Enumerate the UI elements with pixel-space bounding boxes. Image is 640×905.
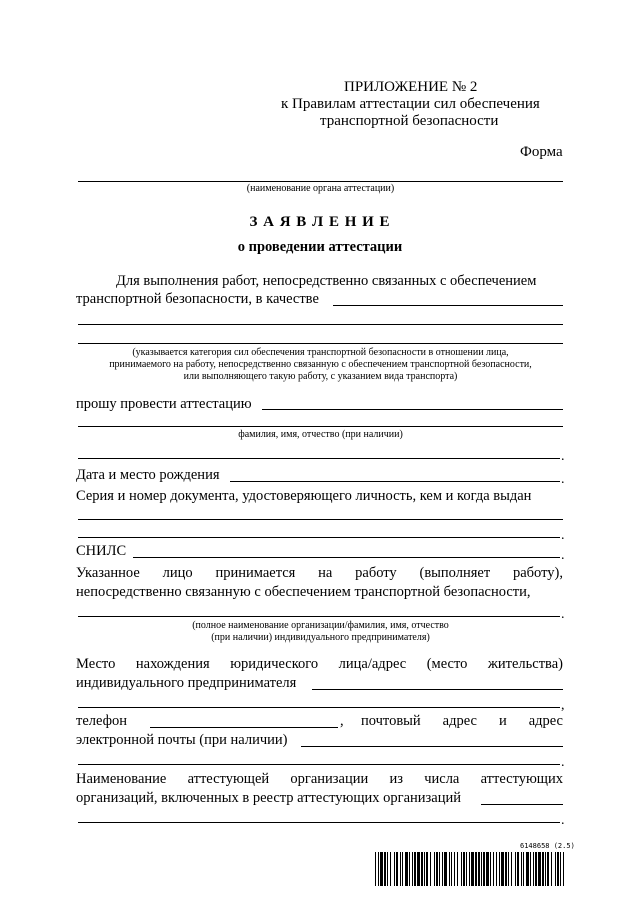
location-text-line1: Место нахождения юридического лица/адрес (место жительства)	[76, 656, 563, 672]
id-document-field[interactable]	[78, 519, 563, 520]
fullname-field-line2[interactable]	[78, 426, 563, 427]
purpose-text-line2: транспортной безопасности, в качестве	[76, 291, 319, 307]
snils-field[interactable]	[133, 557, 560, 558]
phone-field[interactable]	[150, 727, 338, 728]
barcode-image	[375, 852, 565, 886]
email-label: электронной почты (при наличии)	[76, 732, 288, 748]
attestation-organ-caption: (наименование органа аттестации)	[246, 183, 395, 194]
appendix-reference-line2: транспортной безопасности	[320, 113, 499, 129]
attesting-org-text-line2: организаций, включенных в реестр аттестующих организаций	[76, 790, 461, 806]
employer-caption-line1: (полное наименование организации/фамилия, имя, отчество	[192, 620, 449, 631]
employer-caption-line2: (при наличии) индивидуального предпринимателя)	[211, 632, 430, 643]
email-field-line2[interactable]	[78, 764, 560, 765]
employer-field[interactable]	[78, 616, 560, 617]
category-caption-line1: (указывается категория сил обеспечения транспортной безопасности в отношении лица,	[132, 347, 509, 358]
id-document-field-line2[interactable]	[78, 537, 560, 538]
fullname-field-line3[interactable]	[78, 458, 560, 459]
id-document-label: Серия и номер документа, удостоверяющего личность, кем и когда выдан	[76, 488, 532, 504]
position-field-line2[interactable]	[78, 324, 563, 325]
fullname-caption: фамилия, имя, отчество (при наличии)	[238, 429, 403, 440]
attestation-organ-field[interactable]	[78, 181, 563, 182]
fullname-field[interactable]	[262, 409, 563, 410]
position-field[interactable]	[333, 305, 563, 306]
attesting-org-field-line2[interactable]	[78, 822, 560, 823]
attesting-org-text-line1: Наименование аттестующей организации из числа аттестующих	[76, 771, 563, 787]
document-subtitle: о проведении аттестации	[237, 239, 403, 255]
location-text-line2: индивидуального предпринимателя	[76, 675, 297, 691]
appendix-number: ПРИЛОЖЕНИЕ № 2	[344, 79, 478, 95]
employer-text-line1: Указанное лицо принимается на работу (выполняет работу),	[76, 565, 563, 581]
category-caption-line3: или выполняющего такую работу, с указанием вида транспорта)	[183, 371, 458, 382]
appendix-reference-line1: к Правилам аттестации сил обеспечения	[281, 96, 540, 112]
phone-comma: ,	[340, 713, 344, 729]
form-label: Форма	[520, 144, 563, 160]
postal-label: почтовый адрес и адрес	[361, 713, 563, 729]
location-field-line2[interactable]	[78, 707, 560, 708]
employer-text-line2: непосредственно связанную с обеспечением транспортной безопасности,	[76, 584, 531, 600]
location-field[interactable]	[312, 689, 563, 690]
purpose-text-line1: Для выполнения работ, непосредственно связанных с обеспечением	[116, 273, 537, 289]
document-title: З А Я В Л Е Н И Е	[249, 214, 391, 230]
email-field[interactable]	[301, 746, 563, 747]
attesting-org-field[interactable]	[481, 804, 563, 805]
position-field-line3[interactable]	[78, 343, 563, 344]
snils-label: СНИЛС	[76, 543, 127, 559]
request-label: прошу провести аттестацию	[76, 396, 252, 412]
category-caption-line2: принимаемого на работу, непосредственно связанную с обеспечением транспортной безопасности,	[109, 359, 532, 370]
phone-label: телефон	[76, 713, 128, 729]
birth-label: Дата и место рождения	[76, 467, 220, 483]
birth-field[interactable]	[230, 481, 560, 482]
barcode-number: 6148658 (2.5)	[520, 842, 575, 850]
